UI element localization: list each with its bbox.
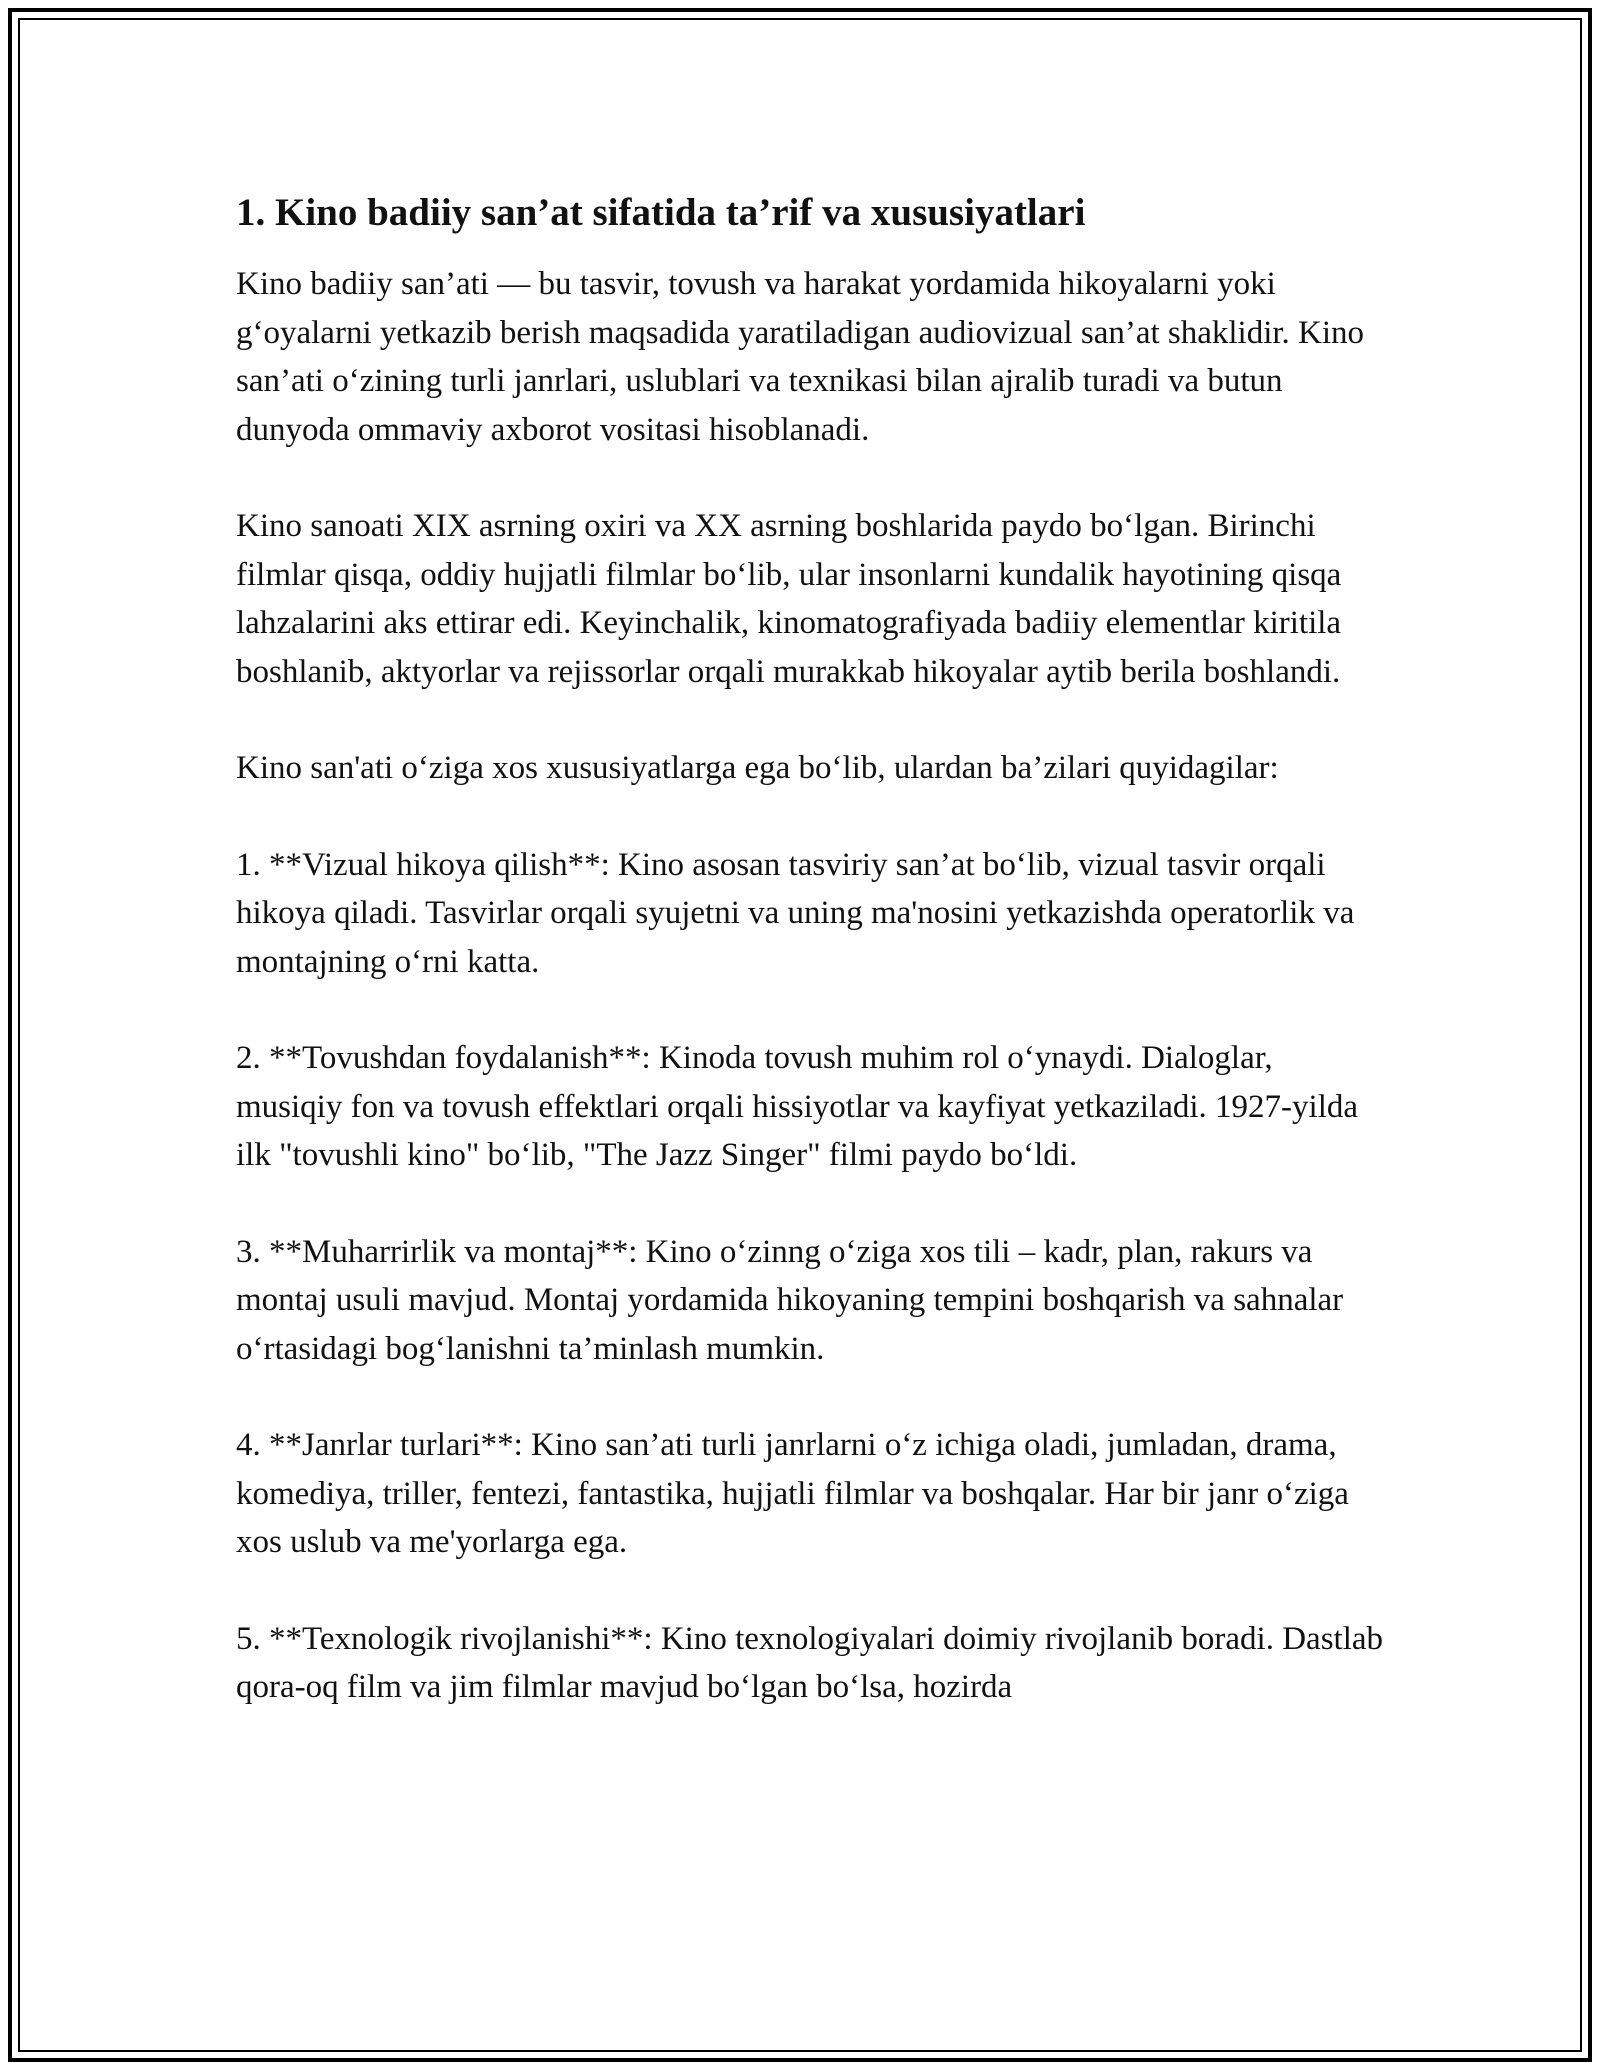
list-item-visual-storytelling: 1. **Vizual hikoya qilish**: Kino asosan tasviriy san’at bo‘lib, vizual tasvir orqali hikoya qiladi. Tasvirlar orqali syujetni va uning ma'nosini yetkazishda operatorlik va montajning o‘rni katta. bbox=[236, 846, 1355, 980]
section-heading: 1. Kino badiiy san’at sifatida ta’rif va xususiyatlari bbox=[236, 191, 1086, 234]
paragraph-definition: Kino badiiy san’ati — bu tasvir, tovush va harakat yordamida hikoyalarni yoki g‘oyalarni yetkazib berish maqsadida yaratiladigan audiovizual san’at shaklidir. Kino san’ati o‘zining turli janrlari, uslublari va texnikasi bilan ajralib turadi va butun dunyoda ommaviy axborot vositasi hisoblanadi. bbox=[236, 266, 1365, 448]
list-item-sound: 2. **Tovushdan foydalanish**: Kinoda tovush muhim rol o‘ynaydi. Dialoglar, musiqiy fon va tovush effektlari orqali hissiyotlar va kayfiyat yetkaziladi. 1927-yilda ilk "tovushli kino" bo‘lib, "The Jazz Singer" filmi paydo bo‘ldi. bbox=[236, 1040, 1359, 1173]
list-item-technology: 5. **Texnologik rivojlanishi**: Kino texnologiyalari doimiy rivojlanib boradi. Dastlab qora-oq film va jim filmlar mavjud bo‘lgan bo‘lsa, hozirda bbox=[236, 1620, 1384, 1705]
list-item-genres: 4. **Janrlar turlari**: Kino san’ati turli janrlarni o‘z ichiga oladi, jumladan, drama, komediya, triller, fentezi, fantastika, hujjatli filmlar va boshqalar. Har bir janr o‘ziga xos uslub va me'yorlarga ega. bbox=[236, 1427, 1349, 1560]
paragraph-features-intro: Kino san'ati o‘ziga xos xususiyatlarga ega bo‘lib, ulardan ba’zilari quyidagilar: bbox=[236, 750, 1279, 786]
document-body bbox=[236, 186, 1386, 1760]
paragraph-history: Kino sanoati XIX asrning oxiri va XX asrning boshlarida paydo bo‘lgan. Birinchi filmlar qisqa, oddiy hujjatli filmlar bo‘lib, ular insonlarni kundalik hayotining qisqa lahzalarini aks ettirar edi. Keyinchalik, kinomatografiyada badiiy elementlar kiritila boshlanib, aktyorlar va rejissorlar orqali murakkab hikoyalar aytib berila boshlandi. bbox=[236, 508, 1342, 690]
list-item-editing: 3. **Muharrirlik va montaj**: Kino o‘zinng o‘ziga xos tili – kadr, plan, rakurs va montaj usuli mavjud. Montaj yordamida hikoyaning tempini boshqarish va sahnalar o‘rtasidagi bog‘lanishni ta’minlash mumkin. bbox=[236, 1233, 1344, 1367]
